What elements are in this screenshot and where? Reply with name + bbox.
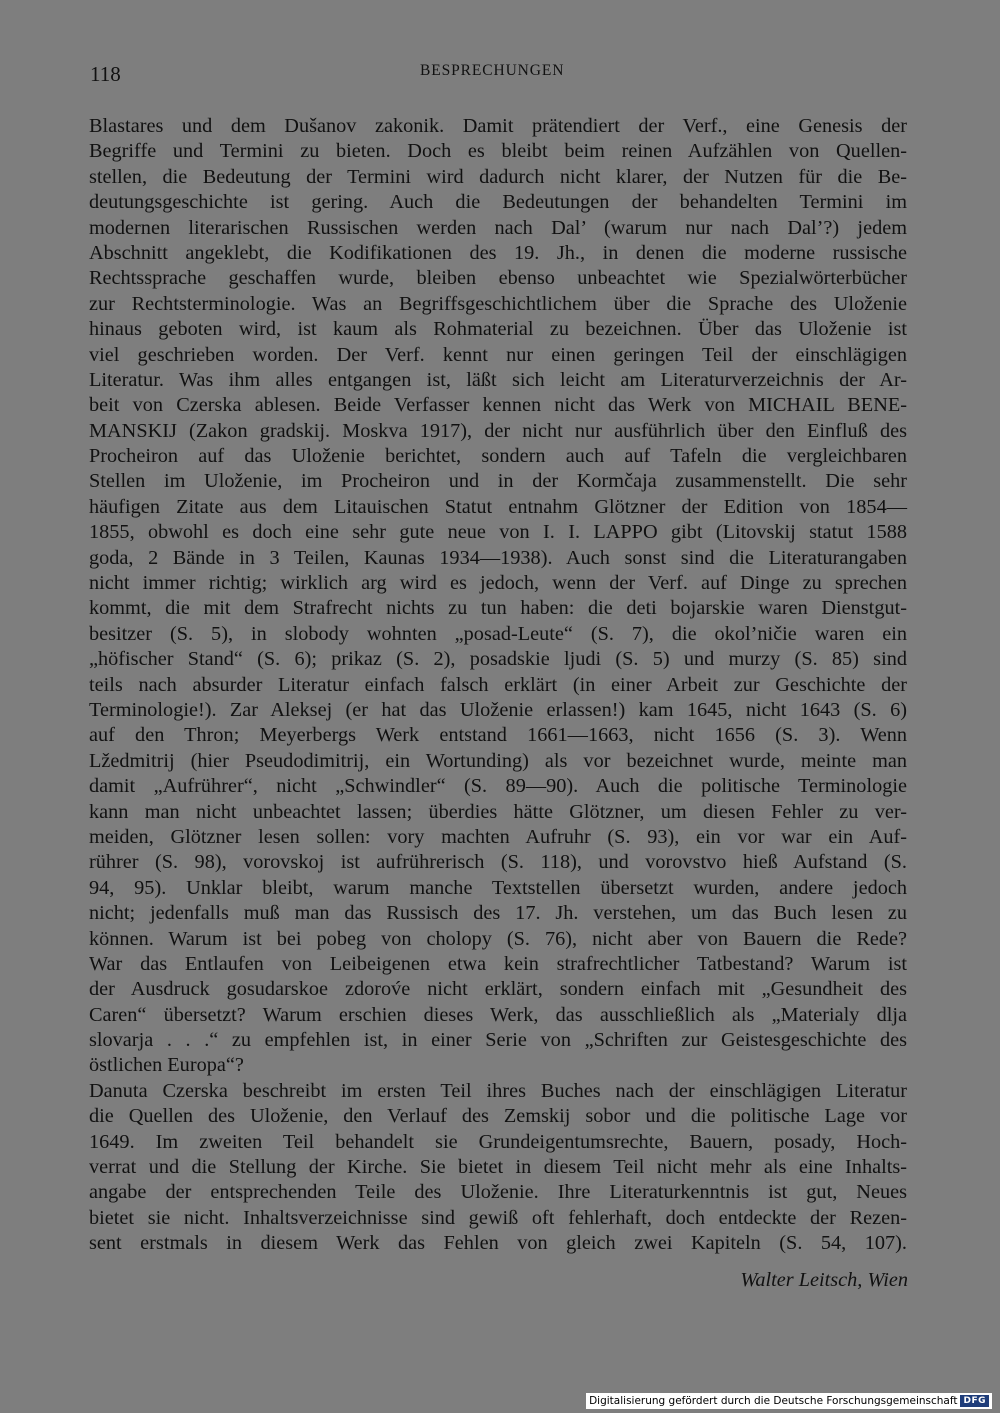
digitization-footer xyxy=(586,1393,992,1409)
text-line: teils nach absurder Literatur einfach falsch erklärt (in einer Arbeit zur Geschichte der xyxy=(89,673,907,696)
text-line: Blastares und dem Dušanov zakonik. Damit prätendiert der Verf., eine Genesis der xyxy=(89,115,907,137)
footer-credit-text: Digitalisierung gefördert durch die Deutsche Forschungsgemeinschaft xyxy=(589,1395,958,1407)
text-line: häufigen Zitate aus dem Litauischen Statut entnahm Glötzner der Edition von 1854— xyxy=(89,495,907,518)
text-line: Literatur. Was ihm alles entgangen ist, läßt sich leicht am Literaturverzeichnis der Ar- xyxy=(89,368,907,391)
text-line: beit von Czerska ablesen. Beide Verfasser kennen nicht das Werk von MICHAIL BENE- xyxy=(89,394,907,417)
text-line: Caren“ übersetzt? Warum erschien dieses Werk, das ausschließlich als „Materialy dlja xyxy=(89,1003,907,1026)
text-line: kann man nicht unbeachtet lassen; überdies hätte Glötzner, um diesen Fehler zu ver- xyxy=(89,800,907,823)
text-line: östlichen Europa“? xyxy=(89,1054,244,1077)
text-line: zur Rechtsterminologie. Was an Begriffsgeschichtlichem über die Sprache des Uloženie xyxy=(89,292,907,315)
text-line: War das Entlaufen von Leibeigenen etwa kein strafrechtlicher Tatbestand? Warum ist xyxy=(89,952,907,975)
text-line: meiden, Glötzner lesen sollen: vory machten Aufruhr (S. 93), ein vor war ein Auf- xyxy=(89,825,907,848)
text-line: viel geschrieben worden. Der Verf. kennt nur einen geringen Teil der einschlägigen xyxy=(89,343,907,366)
text-line: bietet sie nicht. Inhaltsverzeichnisse sind gewiß oft fehlerhaft, doch entdeckte der Rezen- xyxy=(89,1206,907,1229)
text-line: MANSKIJ (Zakon gradskij. Moskva 1917), der nicht nur ausführlich über den Einfluß des xyxy=(89,419,907,442)
text-line: nicht; jedenfalls muß man das Russisch des 17. Jh. verstehen, um das Buch lesen zu xyxy=(89,902,907,925)
text-line: der Ausdruck gosudarskoe zdorov́e nicht erklärt, sondern einfach mit „Gesundheit des xyxy=(89,978,907,1001)
text-line: 94, 95). Unklar bleibt, warum manche Textstellen übersetzt wurden, andere jedoch xyxy=(89,876,907,899)
page-number: 118 xyxy=(90,62,121,86)
text-line: „höfischer Stand“ (S. 6); prikaz (S. 2), posadskie ljudi (S. 5) und murzy (S. 85) sind xyxy=(89,648,907,671)
text-line: Procheiron auf das Uloženie berichtet, sondern auch auf Tafeln die vergleichbaren xyxy=(89,445,907,468)
text-line: damit „Aufrührer“, nicht „Schwindler“ (S. 89—90). Auch die politische Terminologie xyxy=(89,775,907,798)
text-line: 1649. Im zweiten Teil behandelt sie Grundeigentumsrechte, Bauern, posady, Hoch- xyxy=(89,1130,907,1153)
signature: Walter Leitsch, Wien xyxy=(740,1269,908,1291)
text-line: goda, 2 Bände in 3 Teilen, Kaunas 1934—1938). Auch sonst sind die Literaturangaben xyxy=(89,546,907,569)
text-line: Danuta Czerska beschreibt im ersten Teil ihres Buches nach der einschlägigen Literatur xyxy=(89,1079,907,1102)
text-line: 1855, obwohl es doch eine sehr gute neue von I. I. LAPPO gibt (Litovskij statut 1588 xyxy=(89,521,907,544)
text-line: sent erstmals in diesem Werk das Fehlen von gleich zwei Kapiteln (S. 54, 107). xyxy=(89,1232,907,1255)
text-line: rührer (S. 98), vorovskoj ist aufrührerisch (S. 118), und vorovstvo hieß Aufstand (S. xyxy=(89,851,907,874)
dfg-logo: DFG xyxy=(960,1395,989,1407)
body-text xyxy=(89,114,907,1257)
text-line: modernen literarischen Russischen werden nach Dal’ (warum nur nach Dal’?) jedem xyxy=(89,216,907,239)
text-line: slovarja . . .“ zu empfehlen ist, in einer Serie von „Schriften zur Geistesgeschichte des xyxy=(89,1029,907,1052)
text-line: Stellen im Uloženie, im Procheiron und in der Kormčaja zusammenstellt. Die sehr xyxy=(89,470,907,493)
text-line: angabe der entsprechenden Teile des Uloženie. Ihre Literaturkenntnis ist gut, Neues xyxy=(89,1181,907,1204)
text-line: können. Warum ist bei pobeg von cholopy (S. 76), nicht aber von Bauern die Rede? xyxy=(89,927,907,950)
text-line: Abschnitt angeklebt, die Kodifikationen des 19. Jh., in denen die moderne russische xyxy=(89,241,907,264)
text-line: kommt, die mit dem Strafrecht nichts zu tun haben: die deti bojarskie waren Dienstgut- xyxy=(89,597,907,620)
text-line: die Quellen des Uloženie, den Verlauf des Zemskij sobor und die politische Lage vor xyxy=(89,1105,907,1128)
text-line: verrat und die Stellung der Kirche. Sie bietet in diesem Teil nicht mehr als eine Inhalts- xyxy=(89,1156,907,1179)
text-line: auf den Thron; Meyerbergs Werk entstand 1661—1663, nicht 1656 (S. 3). Wenn xyxy=(89,724,907,747)
text-line: deutungsgeschichte ist gering. Auch die Bedeutungen der behandelten Termini im xyxy=(89,191,907,214)
text-line: Begriffe und Termini zu bieten. Doch es bleibt beim reinen Aufzählen von Quellen- xyxy=(89,140,907,163)
text-line: nicht immer richtig; wirklich arg wird es jedoch, wenn der Verf. auf Dinge zu sprechen xyxy=(89,572,907,595)
text-line: Rechtssprache geschaffen wurde, bleiben ebenso unbeachtet wie Spezialwörterbücher xyxy=(89,267,907,290)
text-line: Terminologie!). Zar Aleksej (er hat das Uloženie erlassen!) kam 1645, nicht 1643 (S. 6) xyxy=(89,698,907,721)
text-line: hinaus geboten wird, ist kaum als Rohmaterial zu bezeichnen. Über das Uloženie ist xyxy=(89,318,907,341)
text-line: besitzer (S. 5), in slobody wohnten „posad-Leute“ (S. 7), die okol’ničie waren ein xyxy=(89,622,907,645)
running-head: BESPRECHUNGEN xyxy=(420,62,565,79)
text-line: Lžedmitrij (hier Pseudodimitrij, ein Wortunding) als vor bezeichnet wurde, meinte man xyxy=(89,749,907,772)
text-line: stellen, die Bedeutung der Termini wird dadurch nicht klarer, der Nutzen für die Be- xyxy=(89,165,907,188)
